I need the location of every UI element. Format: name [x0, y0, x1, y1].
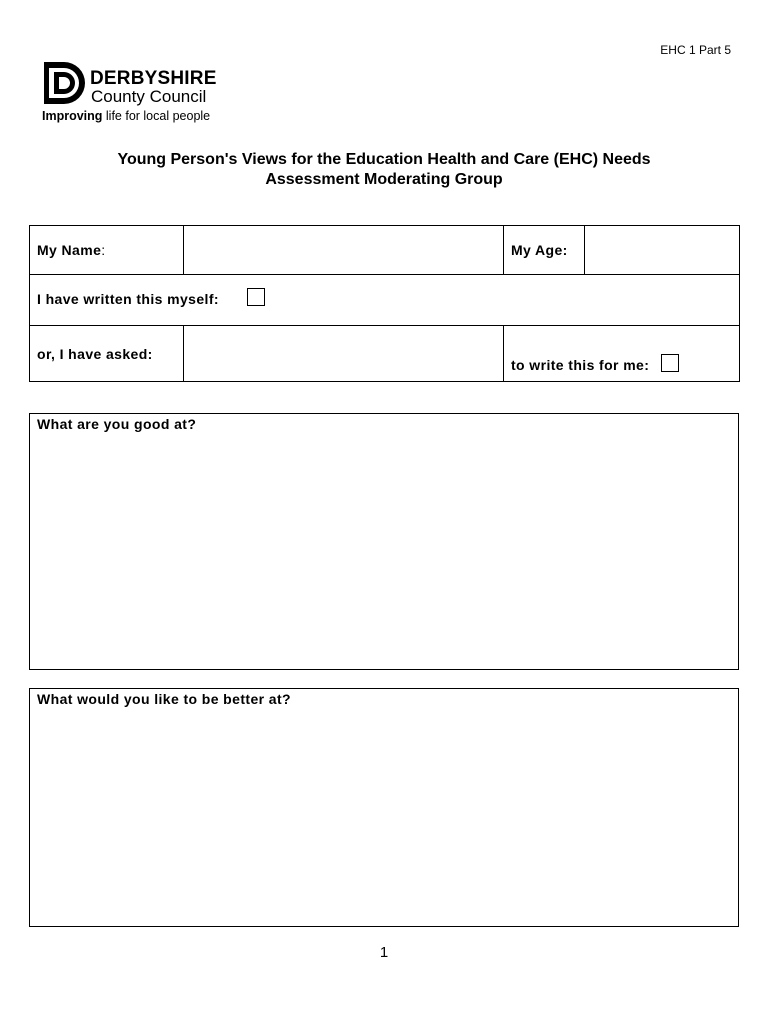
title-line2: Assessment Moderating Group	[265, 171, 503, 188]
council-logo	[42, 60, 222, 126]
page-title	[60, 150, 708, 190]
title-line1: Young Person's Views for the Education Health and Care (EHC) Needs	[117, 151, 651, 168]
write-for-me-cell	[504, 326, 740, 382]
logo-strapline-rest: life for local people	[102, 109, 211, 123]
age-label: My Age:	[504, 226, 585, 275]
better-at-answer-area[interactable]	[34, 713, 734, 922]
logo-name-line2: County Council	[91, 87, 207, 106]
written-myself-cell	[30, 275, 740, 326]
better-at-box	[29, 688, 739, 927]
written-myself-label: I have written this myself:	[37, 290, 219, 307]
name-field[interactable]	[184, 226, 504, 275]
good-at-answer-area[interactable]	[34, 438, 734, 665]
name-colon: :	[101, 242, 106, 258]
good-at-question: What are you good at?	[37, 416, 197, 432]
page-number: 1	[379, 944, 389, 961]
council-logo-mark-icon	[42, 60, 88, 106]
name-label: My Name	[37, 242, 102, 258]
logo-strapline-bold: Improving	[42, 109, 103, 123]
details-table	[29, 225, 740, 382]
logo-name-line1: DERBYSHIRE	[90, 68, 217, 89]
doc-reference: EHC 1 Part 5	[660, 43, 731, 57]
good-at-box	[29, 413, 739, 670]
logo-strapline	[42, 109, 210, 123]
name-label-cell	[30, 226, 184, 275]
age-field[interactable]	[585, 226, 740, 275]
write-for-me-label: to write this for me:	[511, 356, 650, 373]
better-at-question: What would you like to be better at?	[37, 691, 291, 707]
write-for-me-checkbox[interactable]	[661, 354, 679, 372]
written-myself-checkbox[interactable]	[247, 288, 265, 306]
asked-label: or, I have asked:	[30, 326, 184, 382]
asked-person-field[interactable]	[184, 326, 504, 382]
